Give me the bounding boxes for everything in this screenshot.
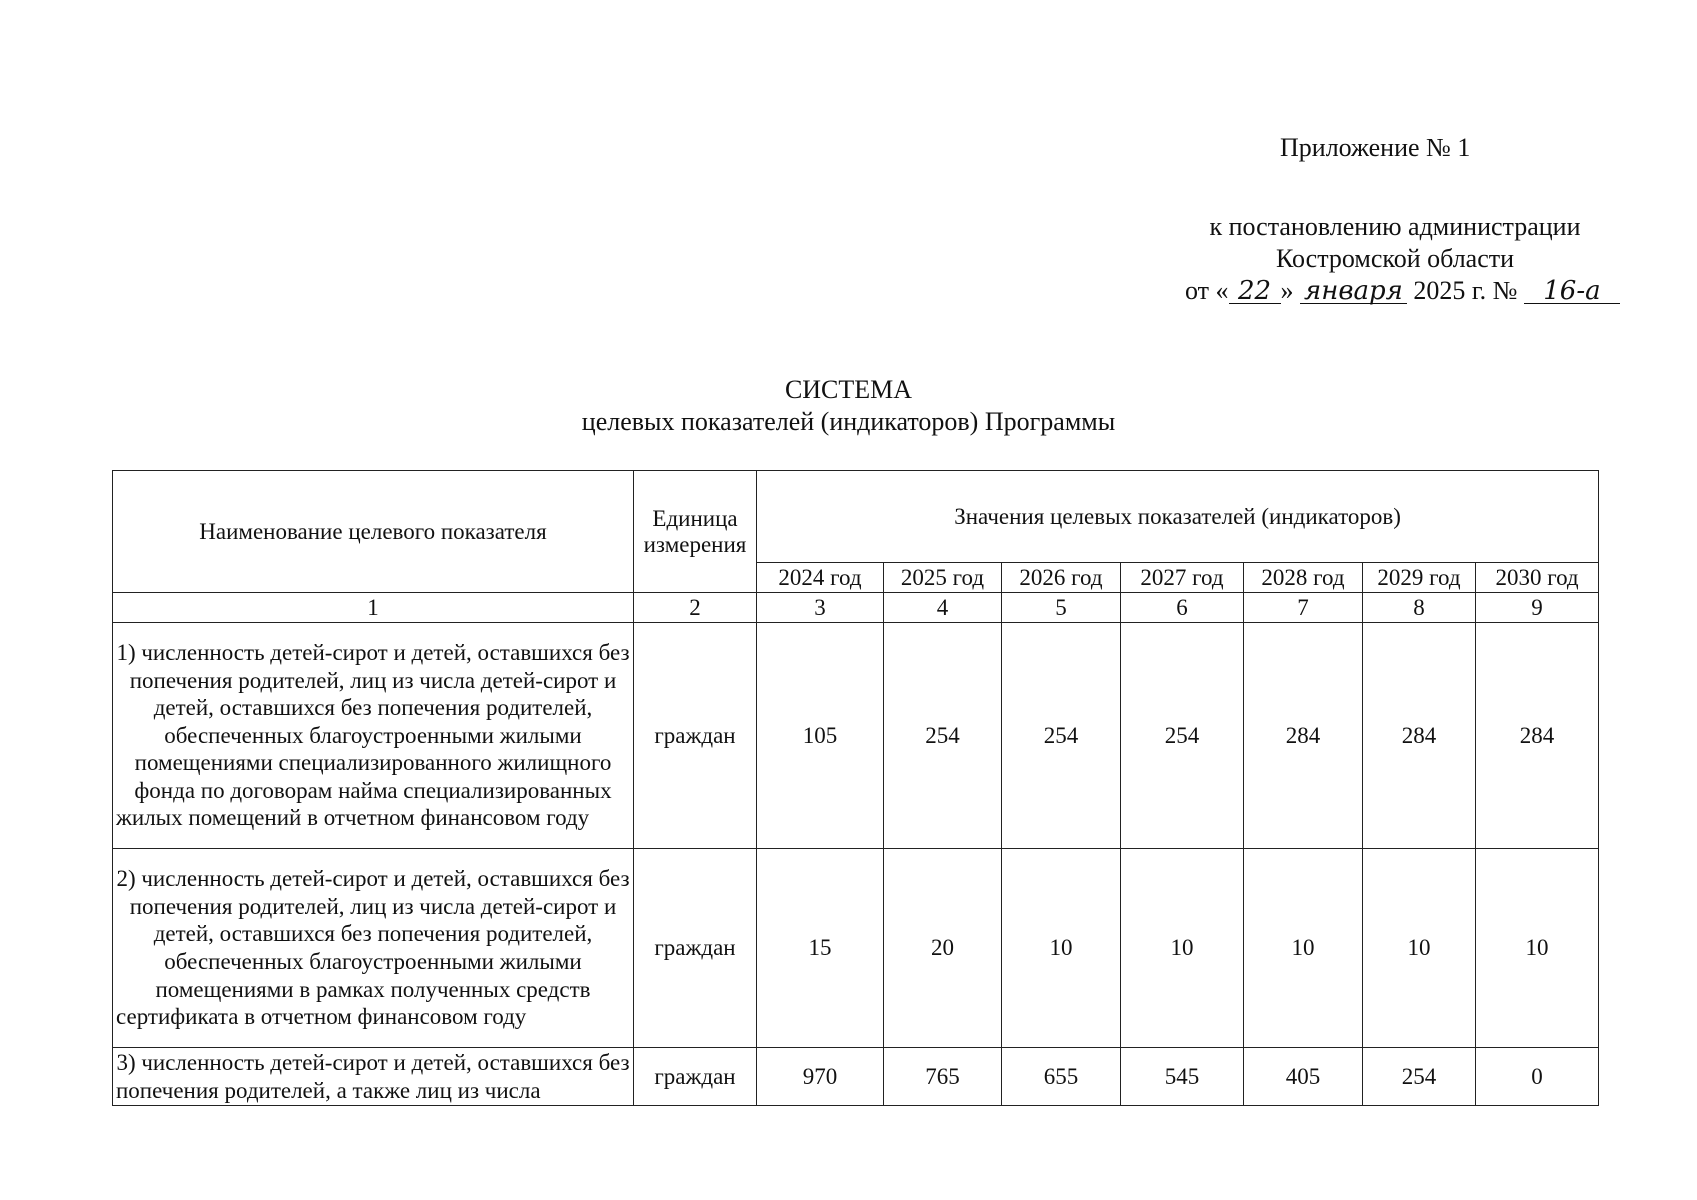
indicator-value: 15 <box>757 849 884 1048</box>
table-row <box>113 623 1599 849</box>
column-number: 8 <box>1363 593 1476 623</box>
title-main: СИСТЕМА <box>784 375 913 404</box>
indicator-name: 1) численность детей-сирот и детей, оставшихся без попечения родителей, лиц из числа детей-сирот и детей, оставшихся без попечения родителей, обеспеченных благоустроенными жилыми помещениями специализированного жилищного фонда по договорам найма специализированных жилых помещений в отчетном финансовом году <box>113 623 634 849</box>
indicator-value: 254 <box>1121 623 1244 849</box>
year-header: 2027 год <box>1121 563 1244 593</box>
indicator-value: 10 <box>1002 849 1121 1048</box>
indicators-table <box>112 470 1599 1106</box>
indicator-value: 284 <box>1363 623 1476 849</box>
column-number: 2 <box>634 593 757 623</box>
indicator-value: 765 <box>884 1048 1002 1106</box>
indicator-value: 20 <box>884 849 1002 1048</box>
column-number: 5 <box>1002 593 1121 623</box>
year-header: 2030 год <box>1476 563 1599 593</box>
column-header-values: Значения целевых показателей (индикаторов) <box>757 471 1599 563</box>
indicator-value: 10 <box>1363 849 1476 1048</box>
indicator-unit: граждан <box>634 1048 757 1106</box>
column-number: 9 <box>1476 593 1599 623</box>
date-prefix: от « <box>1185 276 1229 305</box>
date-quote-close: » <box>1280 276 1294 305</box>
year-header: 2025 год <box>884 563 1002 593</box>
indicator-value: 10 <box>1121 849 1244 1048</box>
handwritten-day: 22 <box>1229 279 1281 304</box>
indicator-value: 254 <box>1363 1048 1476 1106</box>
handwritten-decree-number: 16-а <box>1524 279 1620 304</box>
indicator-value: 405 <box>1244 1048 1363 1106</box>
column-number: 3 <box>757 593 884 623</box>
column-header-name: Наименование целевого показателя <box>113 471 634 593</box>
indicator-unit: граждан <box>634 623 757 849</box>
column-number: 6 <box>1121 593 1244 623</box>
column-number: 4 <box>884 593 1002 623</box>
appendix-label: Приложение № 1 <box>1280 133 1471 162</box>
indicator-value: 284 <box>1476 623 1599 849</box>
indicator-value: 0 <box>1476 1048 1599 1106</box>
column-header-unit: Единица измерения <box>634 471 757 593</box>
year-header: 2028 год <box>1244 563 1363 593</box>
indicator-value: 254 <box>1002 623 1121 849</box>
region-line: Костромской области <box>1275 244 1515 273</box>
indicator-value: 284 <box>1244 623 1363 849</box>
indicator-value: 105 <box>757 623 884 849</box>
date-line <box>1185 275 1605 307</box>
table-header-row <box>113 471 1599 563</box>
column-number: 1 <box>113 593 634 623</box>
year-header: 2026 год <box>1002 563 1121 593</box>
indicator-value: 10 <box>1476 849 1599 1048</box>
date-year: 2025 г. № <box>1413 276 1518 305</box>
table-row <box>113 1048 1599 1106</box>
indicator-value: 970 <box>757 1048 884 1106</box>
decree-line: к постановлению администрации <box>1209 212 1581 241</box>
title-subtitle: целевых показателей (индикаторов) Программы <box>581 407 1116 436</box>
indicator-value: 545 <box>1121 1048 1244 1106</box>
indicator-value: 655 <box>1002 1048 1121 1106</box>
indicator-name: 3) численность детей-сирот и детей, оставшихся без попечения родителей, а также лиц из числа <box>113 1048 634 1106</box>
handwritten-month: января <box>1300 279 1407 304</box>
year-header: 2024 год <box>757 563 884 593</box>
year-header: 2029 год <box>1363 563 1476 593</box>
indicator-value: 10 <box>1244 849 1363 1048</box>
document-title <box>0 374 1697 438</box>
indicator-unit: граждан <box>634 849 757 1048</box>
indicator-name: 2) численность детей-сирот и детей, оставшихся без попечения родителей, лиц из числа детей-сирот и детей, оставшихся без попечения родителей, обеспеченных благоустроенными жилыми помещениями в рамках полученных средств сертификата в отчетном финансовом году <box>113 849 634 1048</box>
decree-reference <box>1185 211 1605 307</box>
table-row <box>113 849 1599 1048</box>
column-numbers-row <box>113 593 1599 623</box>
indicator-value: 254 <box>884 623 1002 849</box>
column-number: 7 <box>1244 593 1363 623</box>
